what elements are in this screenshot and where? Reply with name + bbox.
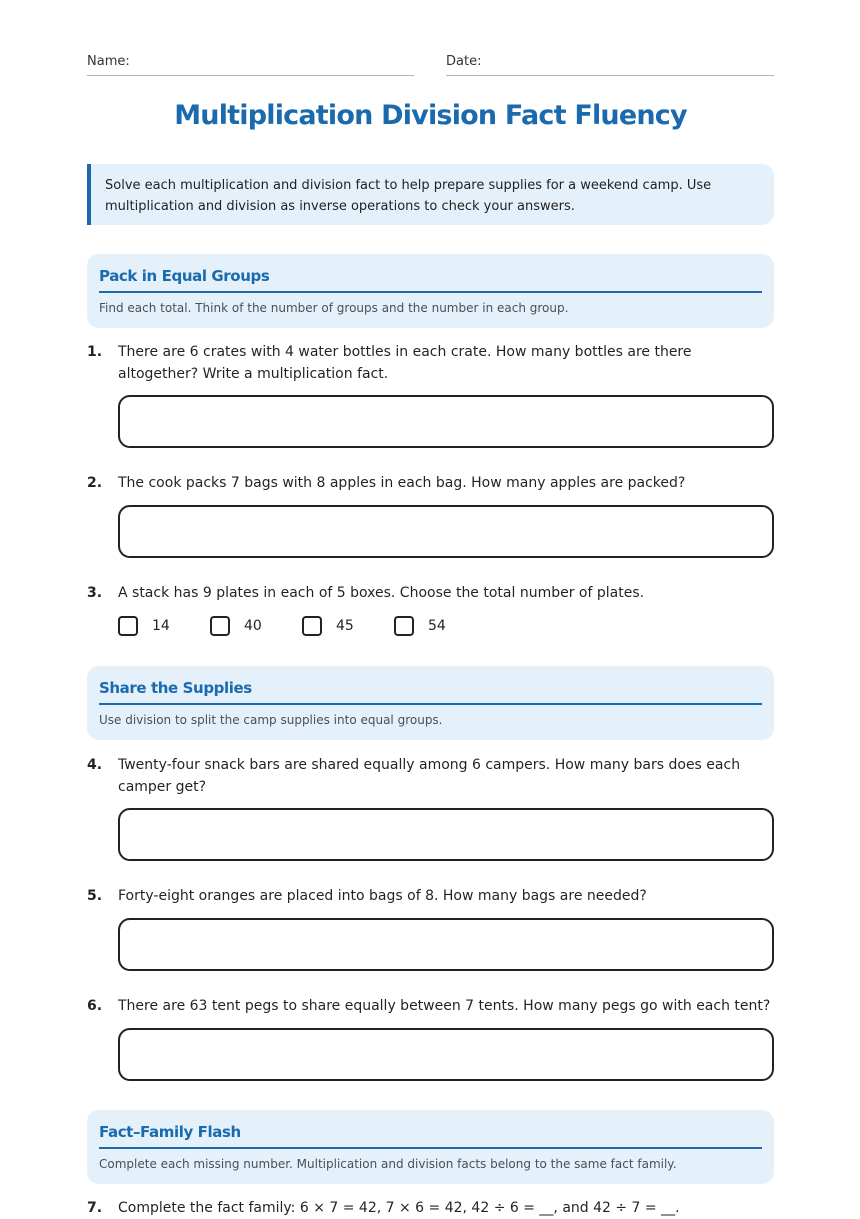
checkbox[interactable] (118, 616, 138, 636)
section-fact-family-flash (87, 1110, 774, 1184)
question-number: 5. (87, 888, 103, 904)
question-number: 2. (87, 475, 103, 491)
question-text: Twenty-four snack bars are shared equally among 6 campers. How many bars does each camper get? (118, 757, 741, 795)
checkbox[interactable] (210, 616, 230, 636)
question-number: 7. (87, 1200, 103, 1216)
section-share-the-supplies (87, 666, 774, 740)
checkbox[interactable] (394, 616, 414, 636)
question-text: A stack has 9 plates in each of 5 boxes. Choose the total number of plates. (118, 585, 645, 601)
question-number: 3. (87, 585, 103, 601)
question-number: 1. (87, 344, 103, 360)
header-fields (87, 54, 774, 76)
question-number: 6. (87, 998, 103, 1014)
section-subtitle: Complete each missing number. Multiplication and division facts belong to the same fact family. (99, 1157, 677, 1171)
choice-label: 40 (244, 618, 262, 634)
question-text: There are 63 tent pegs to share equally between 7 tents. How many pegs go with each tent? (118, 998, 771, 1014)
date-label: Date: (446, 54, 482, 69)
section-pack-in-equal-groups (87, 254, 774, 328)
answer-box-6[interactable] (118, 1028, 774, 1081)
answer-box-1[interactable] (118, 395, 774, 448)
question-text: There are 6 crates with 4 water bottles in each crate. How many bottles are there altogether? Write a multiplication fact. (118, 344, 692, 382)
instructions-box: Solve each multiplication and division fact to help prepare supplies for a weekend camp. Use multiplication and division as inverse operations to check your answers. (87, 164, 774, 225)
answer-box-5[interactable] (118, 918, 774, 971)
name-field[interactable] (87, 54, 414, 76)
answer-box-2[interactable] (118, 505, 774, 558)
question-text: Forty-eight oranges are placed into bags of 8. How many bags are needed? (118, 888, 647, 904)
section-heading: Pack in Equal Groups (99, 266, 762, 293)
page-title: Multiplication Division Fact Fluency (174, 100, 687, 131)
checkbox[interactable] (302, 616, 322, 636)
choice-label: 14 (152, 618, 170, 634)
question-text: The cook packs 7 bags with 8 apples in each bag. How many apples are packed? (118, 475, 686, 491)
section-subtitle: Use division to split the camp supplies into equal groups. (99, 713, 443, 727)
section-heading: Fact–Family Flash (99, 1122, 762, 1149)
section-heading: Share the Supplies (99, 678, 762, 705)
choice-label: 45 (336, 618, 354, 634)
answer-box-4[interactable] (118, 808, 774, 861)
section-subtitle: Find each total. Think of the number of groups and the number in each group. (99, 301, 569, 315)
date-field[interactable] (446, 54, 774, 76)
name-label: Name: (87, 54, 130, 69)
choice-group (118, 616, 774, 640)
choice-label: 54 (428, 618, 446, 634)
question-number: 4. (87, 757, 103, 773)
question-text: Complete the fact family: 6 × 7 = 42, 7 × 6 = 42, 42 ÷ 6 = __, and 42 ÷ 7 = __. (118, 1200, 680, 1216)
